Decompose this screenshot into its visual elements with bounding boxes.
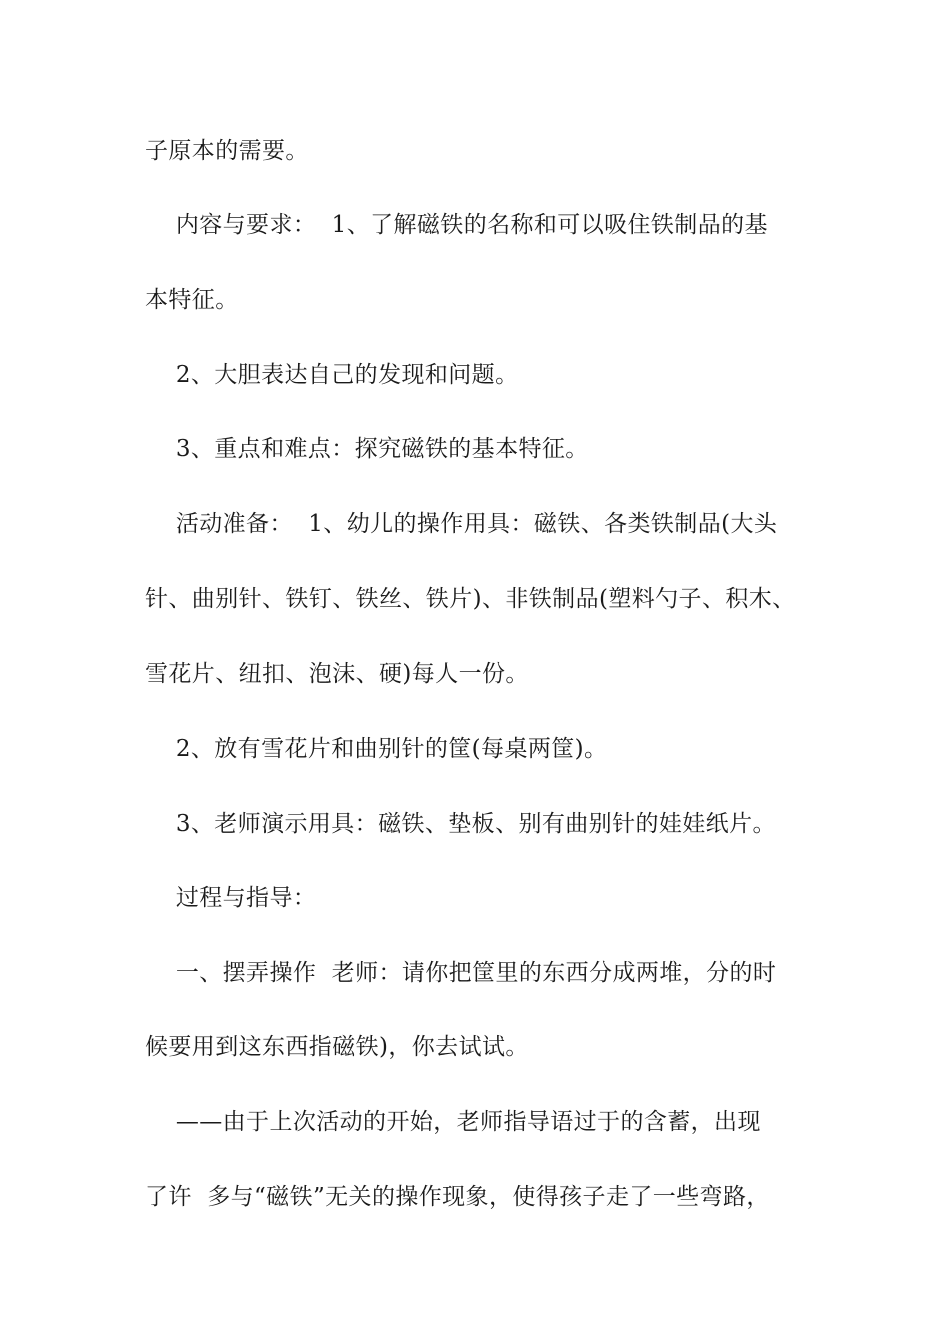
text-line: 3、重点和难点：探究磁铁的基本特征。 [145, 436, 589, 462]
text-line: ——由于上次活动的开始，老师指导语过于的含蓄，出现 [145, 1109, 761, 1135]
text-line: 过程与指导： [145, 885, 317, 911]
text-line: 2、放有雪花片和曲别针的筐(每桌两筐)。 [145, 736, 608, 762]
text-line: 候要用到这东西指磁铁)，你去试试。 [145, 1034, 529, 1060]
text-line: 针、曲别针、铁钉、铁丝、铁片)、非铁制品(塑料勺子、积木、 [145, 586, 796, 612]
text-line: 3、老师演示用具：磁铁、垫板、别有曲别针的娃娃纸片。 [145, 811, 776, 837]
text-line: 本特征。 [145, 287, 239, 313]
text-line: 活动准备： 1、幼儿的操作用具：磁铁、各类铁制品(大头 [145, 511, 778, 537]
text-line: 子原本的需要。 [145, 138, 309, 164]
text-line: 2、大胆表达自己的发现和问题。 [145, 362, 519, 388]
text-line: 雪花片、纽扣、泡沫、硬)每人一份。 [145, 661, 529, 687]
text-line: 了许 多与“磁铁”无关的操作现象，使得孩子走了一些弯路， [145, 1184, 770, 1210]
text-line: 内容与要求： 1、了解磁铁的名称和可以吸住铁制品的基 [145, 212, 768, 238]
text-line: 一、摆弄操作 老师：请你把筐里的东西分成两堆，分的时 [145, 960, 777, 986]
